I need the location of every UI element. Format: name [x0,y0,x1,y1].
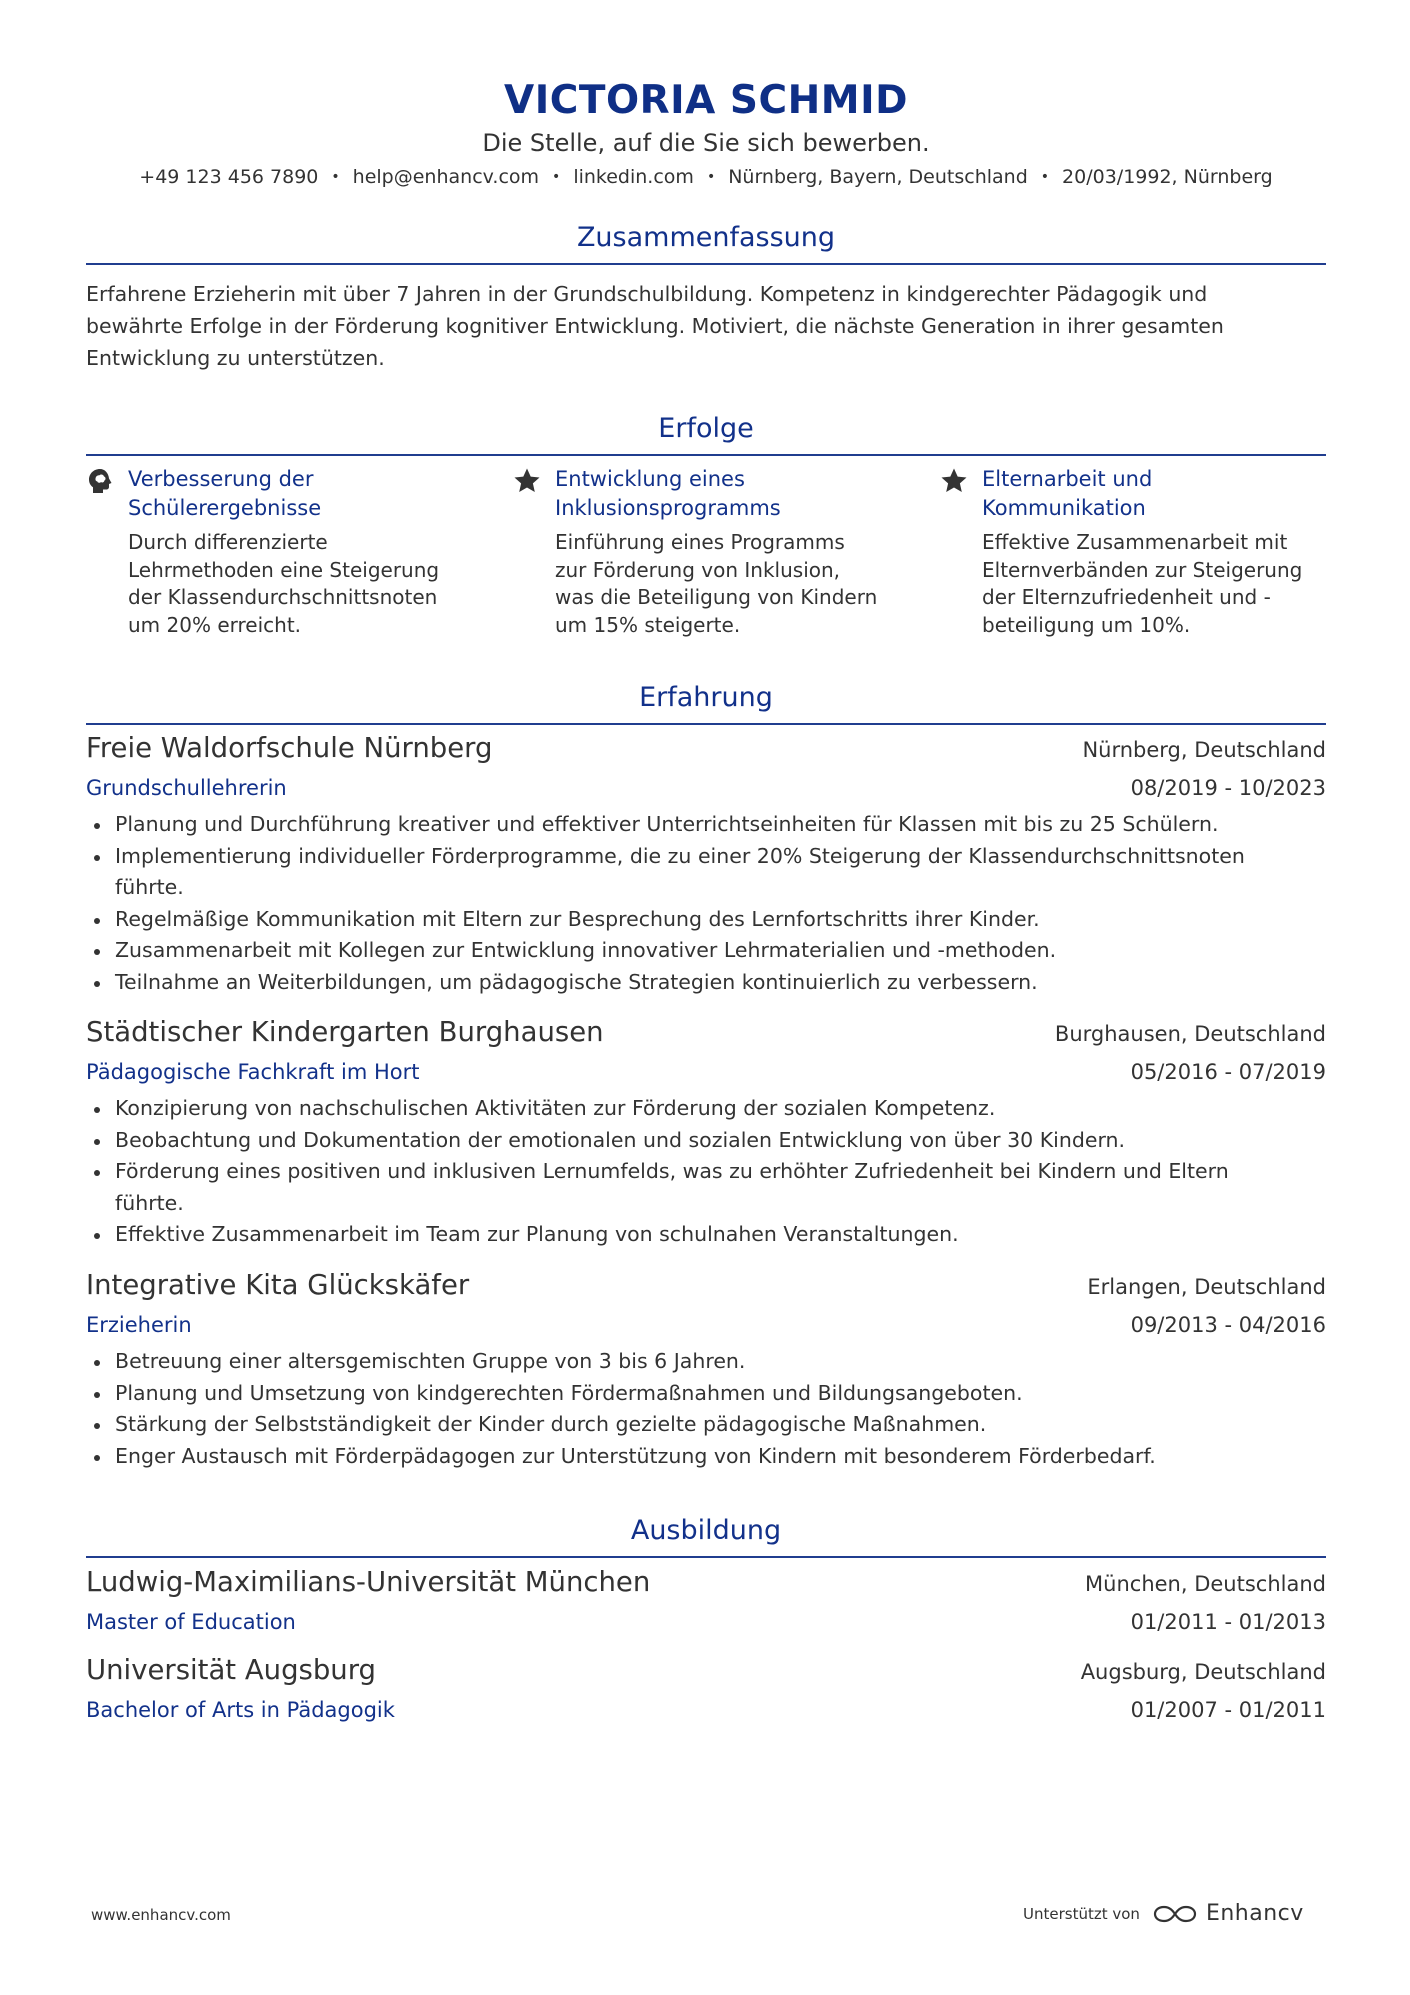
bullet-item [86,1125,1326,1157]
bullet-list [86,809,1326,998]
footer-website: www.enhancv.com [91,1906,231,1924]
linkedin: linkedin.com [573,166,694,188]
bullet-text: Regelmäßige Kommunikation mit Eltern zur Besprechung des Lernfortschritts ihrer Kinder. [115,906,1040,931]
section-divider [86,263,1326,265]
achievement-title-line: Entwicklung eines [555,467,745,491]
entry-location: Erlangen, Deutschland [1087,1275,1326,1299]
organization-name: Freie Waldorfschule Nürnberg [86,732,493,764]
achievement-desc-line: der Klassendurchschnittsnoten [128,585,438,609]
achievement-desc-line: beteiligung um 10%. [982,612,1191,637]
achievement-title-line: Kommunikation [982,496,1146,520]
achievement-desc-line: Einführung eines Programms [555,530,845,554]
bullet-item [86,904,1326,936]
bullet-text: Enger Austausch mit Förderpädagogen zur Unterstützung von Kindern mit besonderem Förderbedarf. [115,1443,1156,1468]
section-title-achievements: Erfolge [658,413,754,444]
section-title-education: Ausbildung [630,1515,782,1546]
organization-name: Integrative Kita Glückskäfer [86,1269,470,1301]
achievement-desc-line: zur Förderung von Inklusion, [555,557,841,582]
achievement-desc-line: was die Beteiligung von Kindern [555,585,878,609]
bullet-text: Stärkung der Selbstständigkeit der Kinder durch gezielte pädagogische Maßnahmen. [115,1412,987,1436]
entry-location: Augsburg, Deutschland [1080,1660,1326,1684]
bullet-item [86,1378,1326,1410]
achievement-item [513,465,883,639]
degree: Master of Education [86,1610,296,1634]
phone: +49 123 456 7890 [139,166,319,188]
star-icon [513,467,541,495]
achievement-title [128,465,456,523]
entry-location: Nürnberg, Deutschland [1082,738,1326,762]
achievement-description [982,529,1310,639]
achievement-desc-line: Durch differenzierte [128,530,328,554]
institution-name: Universität Augsburg [86,1654,377,1686]
job-title: Die Stelle, auf die Sie sich bewerben. [482,129,930,157]
bullet-item [86,1093,1326,1125]
bullet-item [86,1409,1326,1441]
bullet-text: Betreuung einer altersgemischten Gruppe von 3 bis 6 Jahren. [115,1349,746,1373]
bullet-text: Beobachtung und Dokumentation der emotionalen und sozialen Entwicklung von über 30 Kindern. [115,1127,1126,1152]
achievement-desc-line: Effektive Zusammenarbeit mit [982,530,1288,554]
brain-head-icon [86,467,114,495]
bullet-item [86,935,1326,967]
date-range: 01/2011 - 01/2013 [1130,1610,1326,1634]
achievement-description [555,529,883,639]
achievement-item [940,465,1310,639]
job-role: Grundschullehrerin [86,776,287,800]
birth-info: 20/03/1992, Nürnberg [1062,166,1273,188]
achievement-title-line: Inklusionsprogramms [555,496,781,520]
bullet-text: Planung und Umsetzung von kindgerechten Fördermaßnahmen und Bildungsangeboten. [115,1380,1023,1405]
bullet-text: Förderung eines positiven und inklusiven Lernumfelds, was zu erhöhter Zufriedenheit bei Kindern und Eltern [115,1159,1229,1183]
achievement-desc-line: um 20% erreicht. [128,612,302,637]
achievement-title [982,465,1310,523]
bullet-item [86,967,1326,999]
location: Nürnberg, Bayern, Deutschland [728,166,1028,188]
bullet-list [86,1093,1326,1251]
resume-header [86,78,1326,190]
education-entry [86,1563,1326,1641]
section-title-summary: Zusammenfassung [576,222,836,253]
section-divider [86,723,1326,725]
date-range: 08/2019 - 10/2023 [1130,776,1326,800]
bullet-text: Zusammenarbeit mit Kollegen zur Entwicklung innovativer Lehrmaterialien und -methoden. [115,938,1057,962]
summary-line: bewährte Erfolge in der Förderung kognitiver Entwicklung. Motiviert, die nächste Generation in ihrer gesamten [86,314,1224,338]
section-divider [86,454,1326,456]
bullet-text: Implementierung individueller Förderprogramme, die zu einer 20% Steigerung der Klassendurchschnittsnoten [115,843,1245,868]
separator: • [706,169,716,185]
date-range: 05/2016 - 07/2019 [1130,1060,1326,1084]
experience-entry [86,1013,1326,1251]
achievement-title-line: Elternarbeit und [982,467,1153,491]
star-icon [940,467,968,495]
candidate-name: VICTORIA SCHMID [504,78,908,123]
summary-line: Erfahrene Erzieherin mit über 7 Jahren in der Grundschulbildung. Kompetenz in kindgerechter Pädagogik und [86,282,1208,306]
achievement-description [128,529,456,639]
job-role: Erzieherin [86,1313,192,1337]
section-divider [86,1556,1326,1558]
summary-text [86,278,1326,374]
achievement-desc-line: der Elternzufriedenheit und - [982,585,1271,609]
bullet-item [86,841,1326,904]
brand-name: Enhancv [1205,1901,1304,1926]
achievement-desc-line: Elternverbänden zur Steigerung [982,557,1303,582]
bullet-text: Planung und Durchführung kreativer und effektiver Unterrichtseinheiten für Klassen mit bis zu 25 Schülern. [115,812,1219,836]
bullet-text: Effektive Zusammenarbeit im Team zur Planung von schulnahen Veranstaltungen. [115,1222,959,1246]
powered-by-label: Unterstützt von [1023,1905,1140,1923]
achievement-title-line: Verbesserung der [128,467,314,491]
job-role: Pädagogische Fachkraft im Hort [86,1060,420,1084]
date-range: 01/2007 - 01/2011 [1130,1698,1326,1722]
bullet-item [86,1346,1326,1378]
bullet-item [86,1156,1326,1219]
bullet-item [86,809,1326,841]
experience-entry [86,729,1326,998]
achievement-title-line: Schülerergebnisse [128,496,322,520]
email: help@enhancv.com [352,166,540,188]
separator: • [552,169,561,185]
achievement-desc-line: Lehrmethoden eine Steigerung [128,557,440,582]
summary-line: Entwicklung zu unterstützen. [86,346,385,370]
footer-branding [1023,1901,1304,1927]
experience-entry [86,1266,1326,1472]
bullet-text: führte. [115,875,184,899]
education-entry [86,1651,1326,1729]
section-title-experience: Erfahrung [639,682,773,713]
bullet-text: Teilnahme an Weiterbildungen, um pädagogische Strategien kontinuierlich zu verbessern. [115,969,1038,994]
date-range: 09/2013 - 04/2016 [1130,1313,1326,1337]
achievement-title [555,465,883,523]
bullet-item [86,1441,1326,1473]
institution-name: Ludwig-Maximilians-Universität München [86,1566,651,1598]
degree: Bachelor of Arts in Pädagogik [86,1698,395,1722]
separator: • [1040,169,1050,185]
organization-name: Städtischer Kindergarten Burghausen [86,1016,604,1048]
bullet-item [86,1219,1326,1251]
achievement-desc-line: um 15% steigerte. [555,612,741,637]
separator: • [331,169,340,185]
entry-location: Burghausen, Deutschland [1054,1022,1326,1046]
enhancv-logo-icon [1152,1902,1198,1926]
entry-location: München, Deutschland [1085,1572,1326,1596]
bullet-text: Konzipierung von nachschulischen Aktivitäten zur Förderung der sozialen Kompetenz. [115,1096,996,1120]
bullet-list [86,1346,1326,1472]
contact-line [86,164,1326,190]
achievement-item [86,465,456,639]
bullet-text: führte. [115,1190,184,1215]
